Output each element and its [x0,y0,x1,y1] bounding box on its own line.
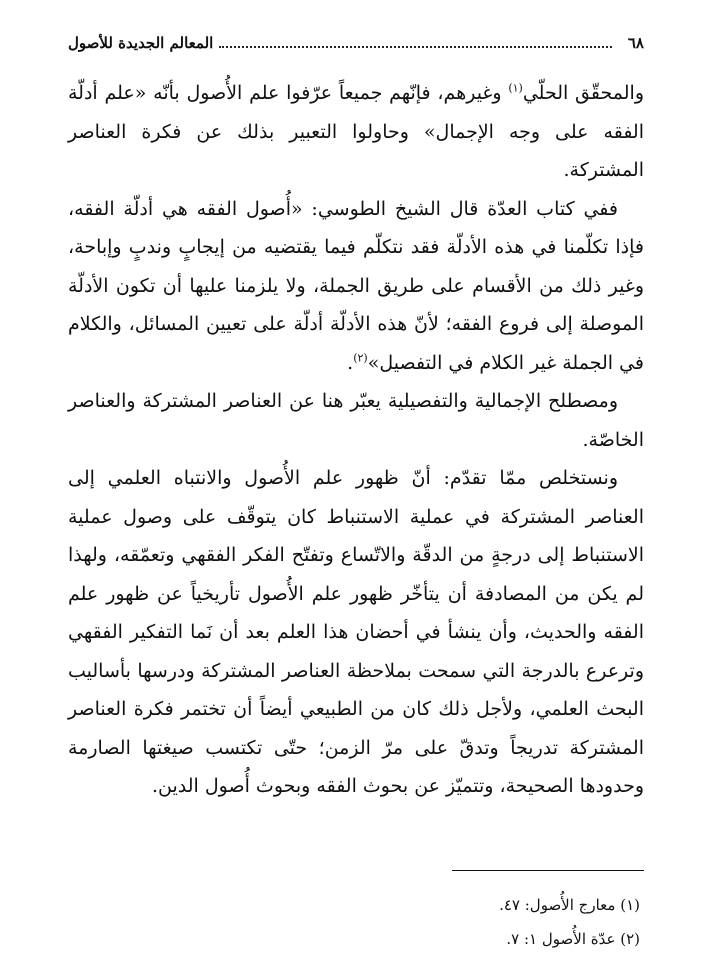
footnote-ref-2[interactable]: (٢) [353,351,368,365]
paragraph-1-text-b: وغيرهم، فإنّهم جميعاً عرّفوا علم الأُصول بأنّه «علم أدلّة الفقه على وجه الإجمال» وحاولوا التعبير بذلك عن فكرة العناصر المشتركة. [68,82,644,181]
paragraph-3-text: ومصطلح الإجمالية والتفصيلية يعبّر هنا عن العناصر المشتركة والعناصر الخاصّة. [68,390,644,451]
paragraph-4-text: ونستخلص ممّا تقدّم: أنّ ظهور علم الأُصول والانتباه العلمي إلى العناصر المشتركة في عملية الاستنباط كان يتوقّف على وصول عملية الاستنباط إلى درجةٍ من الدقّة والاتّساع وتفتّح الفكر الفقهي وتعمّقه، ولهذا لم يكن من المصادفة أن يتأخّر ظهور علم الأُصول تأريخياً عن ظهور علم الفقه والحديث، وأن ينشأ في أحضان هذا العلم بعد أن نَما التفكير الفقهي وترعرع بالدرجة التي سمحت بملاحظة العناصر المشتركة ودرسها بأساليب البحث العلمي، ولأجل ذلك كان من الطبيعي أيضاً أن تختمر فكرة العناصر المشتركة تدريجاً وتدقّ على مرّ الزمن؛ حتّى تكتسب صيغتها الصارمة وحدودها الصحيحة، وتتميّز عن بحوث الفقه وبحوث أُصول الدين. [68,467,644,797]
book-title: المعالم الجديدة للأصول [68,34,214,52]
running-header [68,30,644,56]
footnote-divider [452,870,644,871]
page-number: ٦٨ [627,34,644,52]
paragraph-1 [68,74,644,190]
paragraph-3 [68,382,644,459]
body-text [68,74,644,806]
paragraph-2-text-b: . [347,351,354,374]
paragraph-4 [68,459,644,806]
paragraph-2-text-a: ففي كتاب العدّة قال الشيخ الطوسي: «أُصول الفقه هي أدلّة الفقه، فإذا تكلّمنا في هذه الأدلّة فقد نتكلّم فيما يقتضيه من إيجابٍ وندبٍ وإباحة، وغير ذلك من الأقسام على طريق الجملة، ولا يلزمنا عليها أن تكون الأدلّة الموصلة إلى فروع الفقه؛ لأنّ هذه الأدلّة أدلّة على تعيين المسائل، والكلام في الجملة غير الكلام في التفصيل» [68,197,644,374]
footnote-1 [68,888,640,922]
footnote-2-number: (٢) [620,930,640,948]
paragraph-2 [68,190,644,383]
dotted-leader [219,46,612,48]
footnotes [68,888,640,956]
footnote-1-text: معارج الأُصول: ٤٧. [499,896,616,914]
footnote-1-number: (١) [620,896,640,914]
paragraph-1-text-a: والمحقّق الحلّي [522,82,645,104]
footnote-ref-1[interactable]: (١) [508,81,523,95]
footnote-2-text: عدّة الأُصول ١: ٧. [506,930,616,948]
footnote-2 [68,922,640,956]
